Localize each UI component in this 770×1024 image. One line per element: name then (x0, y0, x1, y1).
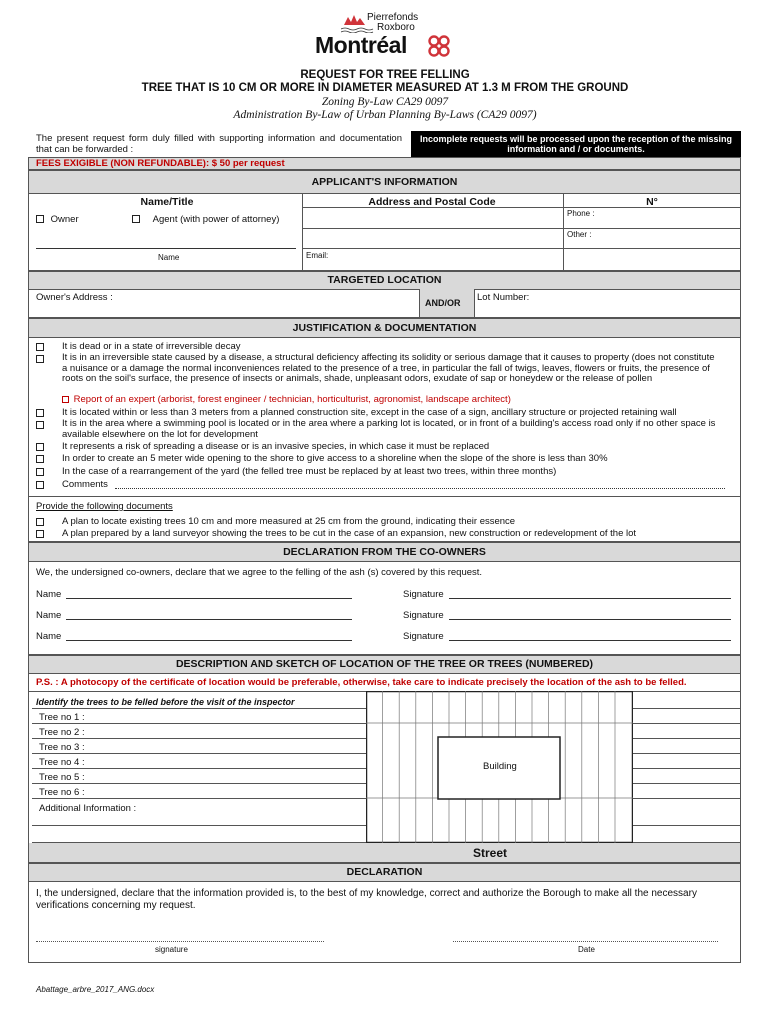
email-label: Email: (306, 251, 329, 260)
coowner2-name-label: Name (36, 610, 62, 621)
montreal-rosette-icon (425, 32, 453, 60)
sketch-header: DESCRIPTION AND SKETCH OF LOCATION OF THE TREE OR TREES (NUMBERED) (29, 656, 740, 673)
form-title: REQUEST FOR TREE FELLING (300, 69, 470, 81)
locate-plan-checkbox[interactable] (36, 518, 44, 526)
justification-header: JUSTIFICATION & DOCUMENTATION (29, 319, 740, 337)
name-caption: Name (158, 253, 180, 262)
reason-invasive: It represents a risk of spreading a disease or is an invasive species, in which case it must be replaced (62, 441, 490, 452)
other-label: Other : (567, 230, 592, 239)
incomplete-notice: Incomplete requests will be processed upon the reception of the missing information and / or documents. (411, 131, 741, 158)
coowner3-name-label: Name (36, 631, 62, 642)
reason-pool: It is in the area where a swimming pool is located or in the area where a parking lot is located, or in front of a building's access road only if no other space is available elsewhere on the lot for development (62, 418, 716, 440)
coowner1-name-label: Name (36, 589, 62, 600)
reason-construction: It is located within or less than 3 meters from a planned construction site, except in the case of a sign, ancillary structure or projected retaining wall (62, 407, 677, 418)
logo-wordmark: Montréal (315, 32, 407, 58)
intro-text: The present request form duly filled with supporting information and documentation that can be forwarded : (36, 133, 402, 155)
ps-notice: P.S. : A photocopy of the certificate of location would be preferable, otherwise, take care to indicate precisely the location of the ash to be felled. (36, 677, 687, 688)
reason-dead: It is dead or in a state of irreversible decay (62, 341, 241, 352)
col-address: Address and Postal Code (368, 196, 496, 208)
declaration-signature-line[interactable] (36, 941, 324, 942)
additional-info-label: Additional Information : (39, 803, 137, 814)
footer-filename: Abattage_arbre_2017_ANG.docx (36, 985, 155, 994)
coowner2-signature-line[interactable] (449, 619, 731, 620)
coowners-text: We, the undersigned co-owners, declare that we agree to the felling of the ash (s) covered by this request. (36, 567, 483, 578)
declaration-header: DECLARATION (29, 864, 740, 881)
tree-1-label: Tree no 1 : (39, 712, 85, 723)
invasive-checkbox[interactable] (36, 443, 44, 451)
owner-address-label: Owner's Address : (36, 292, 113, 303)
doc-surveyor-plan: A plan prepared by a land surveyor showing the trees to be cut in the case of an expansion, new construction or redevelopment of the lot (62, 528, 637, 539)
coowners-header: DECLARATION FROM THE CO-OWNERS (29, 543, 740, 561)
reason-disease: It is in an irreversible state caused by a disease, a structural deficiency affecting its solidity or serious damage that it causes to property (does not constitute a nuisance or a damage the normal inconveniences related to the presence of a tree, in particular the fall of twigs, leaves, flowers or fruits, the presence of roots on the soil's surface, the presence of insects or animals, shade, unpleasant odors, exudate of sap or honeydew or the release of pollen (62, 352, 715, 384)
tree-4-label: Tree no 4 : (39, 757, 85, 768)
coowner3-name-line[interactable] (66, 640, 352, 641)
coowner3-signature-label: Signature (403, 631, 444, 642)
disease-checkbox[interactable] (36, 355, 44, 363)
building-label: Building (483, 761, 517, 772)
declaration-date-line[interactable] (453, 941, 718, 942)
col-name-title: Name/Title (140, 196, 194, 208)
declaration-date-label: Date (578, 945, 595, 954)
applicant-header: APPLICANT'S INFORMATION (29, 171, 740, 193)
logo-line1: Pierrefonds (367, 12, 419, 23)
declaration-text: I, the undersigned, declare that the information provided is, to the best of my knowledge, correct and authorize the Borough to make all the necessary verifications concerning my request. (36, 888, 697, 911)
owner-label: Owner (50, 214, 79, 225)
logo-line2: Roxboro (377, 22, 415, 33)
zoning-bylaw: Zoning By-Law CA29 0097 (321, 96, 449, 108)
coowner3-signature-line[interactable] (449, 640, 731, 641)
andor-label: AND/OR (425, 298, 461, 308)
coowner1-signature-label: Signature (403, 589, 444, 600)
dead-checkbox[interactable] (36, 343, 44, 351)
coowner1-name-line[interactable] (66, 598, 352, 599)
coowner2-name-line[interactable] (66, 619, 352, 620)
construction-checkbox[interactable] (36, 409, 44, 417)
coowner1-signature-line[interactable] (449, 598, 731, 599)
fees-notice: FEES EXIGIBLE (NON REFUNDABLE): $ 50 per request (36, 158, 285, 169)
borough-logo (313, 12, 463, 60)
reason-yard: In the case of a rearrangement of the yard (the felled tree must be replaced by at least two trees, within three months) (62, 466, 557, 477)
tree-2-label: Tree no 2 : (39, 727, 85, 738)
admin-bylaw: Administration By-Law of Urban Planning By-Laws (CA29 0097) (233, 109, 537, 121)
comments-checkbox[interactable] (36, 481, 44, 489)
form-subtitle: TREE THAT IS 10 CM OR MORE IN DIAMETER MEASURED AT 1.3 M FROM THE GROUND (141, 82, 629, 94)
reason-shore: In order to create an 5 meter wide opening to the shore to give access to a shoreline when the slope of the shore is less than 30% (62, 453, 608, 464)
declaration-signature-label: signature (155, 945, 188, 954)
comments-label: Comments (62, 479, 108, 490)
comments-line[interactable] (115, 488, 725, 489)
provide-docs-label: Provide the following documents (36, 501, 173, 512)
coowner2-signature-label: Signature (403, 610, 444, 621)
tree-3-label: Tree no 3 : (39, 742, 85, 753)
tree-5-label: Tree no 5 : (39, 772, 85, 783)
street-label: Street (473, 846, 508, 860)
agent-label: Agent (with power of attorney) (152, 214, 280, 225)
location-header: TARGETED LOCATION (29, 272, 740, 289)
pool-checkbox[interactable] (36, 421, 44, 429)
col-number: N° (646, 196, 658, 208)
surveyor-plan-checkbox[interactable] (36, 530, 44, 538)
expert-report-checkbox[interactable] (62, 396, 69, 403)
name-line[interactable] (36, 248, 296, 249)
city-skyline-icon (343, 13, 367, 27)
phone-label: Phone : (567, 209, 595, 218)
expert-report-label: Report of an expert (arborist, forest engineer / technician, horticulturist, agronomist, landscape architect) (73, 394, 511, 405)
yard-checkbox[interactable] (36, 468, 44, 476)
doc-locate-plan: A plan to locate existing trees 10 cm and more measured at 25 cm from the ground, indicating their essence (62, 516, 516, 527)
tree-6-label: Tree no 6 : (39, 787, 85, 798)
owner-checkbox[interactable] (36, 215, 44, 223)
agent-checkbox[interactable] (132, 215, 140, 223)
identify-label: Identify the trees to be felled before the visit of the inspector (36, 697, 295, 707)
lot-number-label: Lot Number: (477, 292, 530, 303)
shore-checkbox[interactable] (36, 455, 44, 463)
